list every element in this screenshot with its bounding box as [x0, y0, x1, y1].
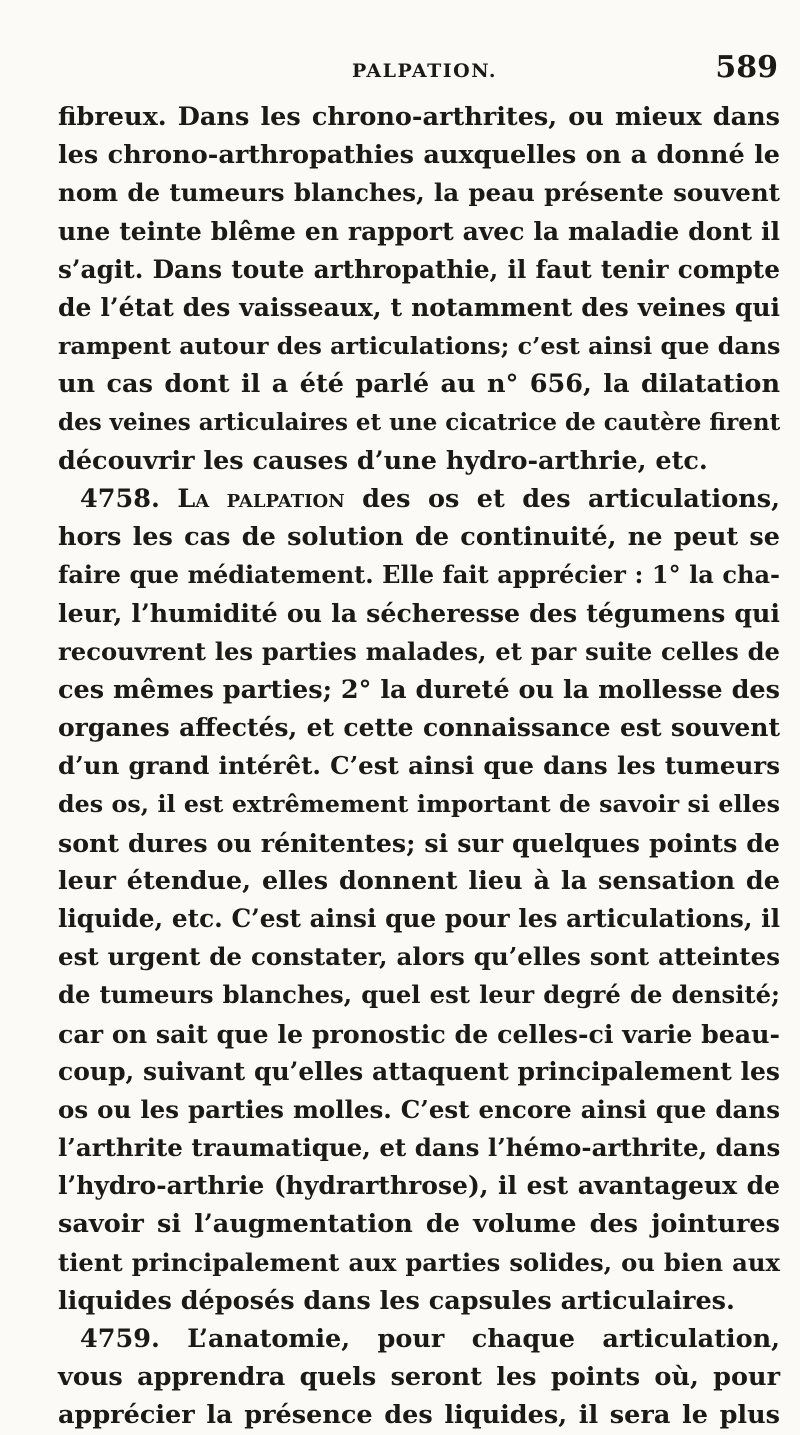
- text-line: hors les cas de solution de continuité, ne peut se: [58, 522, 780, 553]
- text-line: vous apprendra quels seront les points où, pour: [58, 1362, 780, 1393]
- text-line: ces mêmes parties; 2° la dureté ou la mollesse des: [58, 674, 780, 705]
- text-line: les chrono-arthropathies auxquelles on a donné le: [58, 140, 780, 171]
- text-line: l’arthrite traumatique, et dans l’hémo-arthrite, dans: [58, 1133, 781, 1163]
- paragraph-continuation: [58, 98, 780, 480]
- text-segment: des os et des articulations,: [362, 483, 780, 514]
- text-line: est urgent de constater, alors qu’elles sont atteintes: [58, 942, 780, 972]
- text-line: nom de tumeurs blanches, la peau présente souvent: [58, 178, 780, 208]
- text-line: des os, il est extrêmement important de savoir si elles: [58, 790, 780, 819]
- text-line: sont dures ou rénitentes; si sur quelques points de: [58, 827, 780, 858]
- text-line: liquides déposés dans les capsules articulaires.: [58, 1285, 735, 1316]
- text-line: coup, suivant qu’elles attaquent principalement les: [58, 1056, 780, 1086]
- text-line: un cas dont il a été parlé au n° 656, la dilatation: [58, 369, 780, 400]
- text-line: d’un grand intérêt. C’est ainsi que dans les tumeurs: [58, 751, 780, 781]
- paragraph-4758: [58, 480, 780, 1320]
- text-line: fibreux. Dans les chrono-arthrites, ou mieux dans: [58, 102, 780, 132]
- body-text: [58, 98, 780, 1435]
- paragraph-number: 4758.: [80, 483, 160, 514]
- paragraph-first-line: [58, 480, 780, 518]
- text-line: savoir si l’augmentation de volume des jointures: [58, 1209, 780, 1240]
- text-line: de tumeurs blanches, quel est leur degré de densité;: [58, 980, 780, 1010]
- text-line: recouvrent les parties malades, et par suite celles de: [58, 636, 780, 666]
- running-header: [58, 50, 780, 90]
- text-line: l’hydro-arthrie (hydrarthrose), il est avantageux de: [58, 1171, 780, 1201]
- text-line: rampent autour des articulations; c’est ainsi que dans: [58, 332, 781, 361]
- paragraph-number: 4759.: [80, 1324, 160, 1354]
- running-title: PALPATION.: [352, 60, 497, 82]
- text-line: tient principalement aux parties solides, ou bien aux: [58, 1247, 780, 1277]
- text-line: une teinte blême en rapport avec la maladie dont il: [58, 216, 780, 246]
- page-number: 589: [715, 50, 778, 85]
- text-line: découvrir les causes d’une hydro-arthrie, etc.: [58, 445, 708, 476]
- text-line: apprécier la présence des liquides, il sera le plus: [58, 1400, 780, 1431]
- text-line: organes affectés, et cette connaissance est souvent: [58, 713, 780, 742]
- text-line: faire que médiatement. Elle fait apprécier : 1° la cha-: [58, 560, 780, 590]
- text-line: des veines articulaires et une cicatrice de cautère firent: [58, 408, 781, 436]
- text-segment: L’anatomie, pour chaque articulation,: [187, 1324, 780, 1354]
- paragraph-lead-term: La palpation: [177, 483, 345, 514]
- paragraph-4759: [58, 1320, 780, 1435]
- text-line: leur, l’humidité ou la sécheresse des tégumens qui: [58, 598, 780, 629]
- text-line: os ou les parties molles. C’est encore ainsi que dans: [58, 1094, 780, 1124]
- text-line: de l’état des vaisseaux, t notamment des veines qui: [58, 292, 780, 322]
- text-line: s’agit. Dans toute arthropathie, il faut tenir compte: [58, 254, 780, 284]
- text-line: liquide, etc. C’est ainsi que pour les articulations, il: [58, 903, 780, 933]
- text-line: car on sait que le pronostic de celles-ci varie beau-: [58, 1018, 780, 1049]
- text-line: leur étendue, elles donnent lieu à la sensation de: [58, 865, 780, 896]
- paragraph-first-line: [58, 1320, 780, 1358]
